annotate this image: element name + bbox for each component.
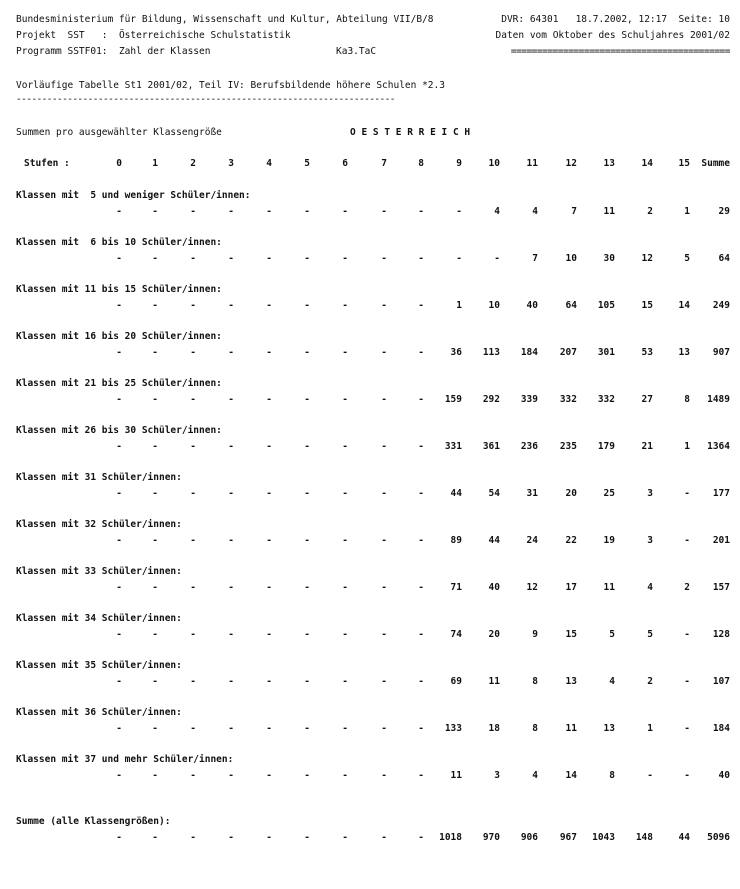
table-cell: 44 (488, 535, 500, 546)
table-cell: 44 (450, 488, 462, 499)
table-cell: 133 (444, 723, 462, 734)
table-cell: - (456, 206, 462, 217)
column-header-8: 8 (418, 158, 424, 169)
table-cell: 54 (488, 488, 500, 499)
table-cell: 177 (712, 488, 730, 499)
table-cell: - (190, 206, 196, 217)
table-cell: - (342, 300, 348, 311)
table-cell: - (266, 629, 272, 640)
table-cell: - (381, 488, 387, 499)
table-cell: 3 (647, 488, 653, 499)
table-cell: - (647, 770, 653, 781)
table-cell: - (152, 488, 158, 499)
table-cell: 301 (597, 347, 615, 358)
table-cell: - (228, 206, 234, 217)
table-cell: - (152, 441, 158, 452)
table-cell: 331 (444, 441, 462, 452)
table-cell: - (381, 206, 387, 217)
row-label: Klassen mit 6 bis 10 Schüler/innen: (16, 237, 222, 248)
title-underline: -------------------------------------------------------------------------- (16, 94, 395, 105)
table-cell: - (266, 347, 272, 358)
table-cell: - (418, 582, 424, 593)
table-cell: - (266, 206, 272, 217)
total-cell: - (266, 832, 272, 843)
table-cell: 11 (603, 582, 615, 593)
row-label: Klassen mit 34 Schüler/innen: (16, 613, 182, 624)
table-cell: - (228, 770, 234, 781)
table-cell: - (190, 582, 196, 593)
table-cell: - (116, 347, 122, 358)
total-cell: - (190, 832, 196, 843)
table-cell: - (494, 253, 500, 264)
table-cell: 40 (526, 300, 538, 311)
table-cell: - (266, 535, 272, 546)
project-line: Projekt SST : Österreichische Schulstatistik (16, 30, 291, 41)
row-label: Klassen mit 32 Schüler/innen: (16, 519, 182, 530)
table-cell: - (342, 723, 348, 734)
table-cell: 128 (712, 629, 730, 640)
table-cell: - (228, 394, 234, 405)
table-cell: - (342, 535, 348, 546)
table-cell: 13 (603, 723, 615, 734)
table-cell: - (304, 253, 310, 264)
table-cell: - (418, 535, 424, 546)
total-cell: - (304, 832, 310, 843)
table-cell: 2 (684, 582, 690, 593)
table-cell: - (381, 441, 387, 452)
table-cell: 1 (684, 206, 690, 217)
table-cell: - (152, 582, 158, 593)
table-cell: 9 (532, 629, 538, 640)
table-cell: - (418, 488, 424, 499)
table-cell: 8 (532, 723, 538, 734)
table-cell: - (190, 535, 196, 546)
table-cell: - (418, 629, 424, 640)
table-cell: - (418, 723, 424, 734)
table-cell: 19 (603, 535, 615, 546)
table-cell: - (190, 441, 196, 452)
table-cell: - (342, 347, 348, 358)
table-cell: 74 (450, 629, 462, 640)
region-label: O E S T E R R E I C H (350, 127, 471, 138)
table-cell: - (152, 535, 158, 546)
column-header-15: 15 (678, 158, 690, 169)
table-cell: 3 (494, 770, 500, 781)
table-cell: - (304, 629, 310, 640)
table-cell: 907 (712, 347, 730, 358)
total-cell: - (228, 832, 234, 843)
table-cell: 11 (565, 723, 577, 734)
table-cell: 13 (565, 676, 577, 687)
table-cell: 105 (597, 300, 615, 311)
table-cell: - (190, 629, 196, 640)
total-label: Summe (alle Klassengrößen): (16, 816, 171, 827)
table-cell: - (418, 676, 424, 687)
table-cell: - (456, 253, 462, 264)
table-cell: 25 (603, 488, 615, 499)
table-cell: - (304, 676, 310, 687)
table-cell: - (342, 206, 348, 217)
table-cell: - (190, 394, 196, 405)
table-cell: 14 (678, 300, 690, 311)
table-cell: - (342, 676, 348, 687)
row-label: Klassen mit 37 und mehr Schüler/innen: (16, 754, 234, 765)
table-cell: - (418, 770, 424, 781)
table-cell: 69 (450, 676, 462, 687)
table-cell: - (381, 253, 387, 264)
table-cell: - (304, 488, 310, 499)
table-cell: 361 (482, 441, 500, 452)
table-cell: - (152, 394, 158, 405)
table-cell: - (228, 300, 234, 311)
table-cell: - (152, 300, 158, 311)
table-cell: - (304, 206, 310, 217)
table-cell: 12 (641, 253, 653, 264)
table-cell: - (304, 535, 310, 546)
table-cell: 10 (565, 253, 577, 264)
table-cell: - (116, 441, 122, 452)
column-header-summe: Summe (701, 158, 730, 169)
table-cell: 40 (718, 770, 730, 781)
table-cell: 89 (450, 535, 462, 546)
total-cell: 148 (635, 832, 653, 843)
table-cell: - (116, 253, 122, 264)
table-cell: - (152, 347, 158, 358)
table-cell: 184 (520, 347, 538, 358)
table-cell: 24 (526, 535, 538, 546)
table-cell: 3 (647, 535, 653, 546)
table-cell: 1 (647, 723, 653, 734)
table-cell: - (304, 394, 310, 405)
table-cell: 29 (718, 206, 730, 217)
table-cell: 4 (647, 582, 653, 593)
ministry-line: Bundesministerium für Bildung, Wissenschaft und Kultur, Abteilung VII/B/8 (16, 14, 434, 25)
table-cell: - (190, 676, 196, 687)
header-rule: ========================================== (510, 46, 730, 57)
table-cell: - (190, 770, 196, 781)
table-cell: 332 (597, 394, 615, 405)
table-cell: 1364 (707, 441, 730, 452)
table-cell: 10 (488, 300, 500, 311)
table-cell: 30 (603, 253, 615, 264)
table-cell: - (684, 723, 690, 734)
total-cell: - (342, 832, 348, 843)
table-cell: - (228, 535, 234, 546)
table-cell: 12 (526, 582, 538, 593)
table-cell: 22 (565, 535, 577, 546)
table-cell: - (418, 441, 424, 452)
table-cell: 8 (684, 394, 690, 405)
table-title: Vorläufige Tabelle St1 2001/02, Teil IV: Berufsbildende höhere Schulen *2.3 (16, 80, 445, 91)
table-cell: - (418, 253, 424, 264)
table-cell: 4 (609, 676, 615, 687)
total-cell: 5096 (707, 832, 730, 843)
table-cell: 1 (684, 441, 690, 452)
table-cell: - (266, 394, 272, 405)
column-header-11: 11 (526, 158, 538, 169)
table-cell: 7 (532, 253, 538, 264)
table-cell: - (304, 582, 310, 593)
column-header-2: 2 (190, 158, 196, 169)
table-cell: 40 (488, 582, 500, 593)
table-cell: - (228, 676, 234, 687)
row-label: Klassen mit 26 bis 30 Schüler/innen: (16, 425, 222, 436)
table-cell: - (381, 394, 387, 405)
table-cell: 4 (532, 206, 538, 217)
total-cell: 906 (520, 832, 538, 843)
row-label: Klassen mit 16 bis 20 Schüler/innen: (16, 331, 222, 342)
column-header-10: 10 (488, 158, 500, 169)
table-cell: - (116, 206, 122, 217)
table-cell: - (152, 206, 158, 217)
column-header-0: 0 (116, 158, 122, 169)
table-cell: 179 (597, 441, 615, 452)
table-cell: 2 (647, 676, 653, 687)
table-cell: - (342, 488, 348, 499)
table-cell: 31 (526, 488, 538, 499)
table-cell: 4 (494, 206, 500, 217)
table-cell: - (116, 629, 122, 640)
table-cell: - (684, 629, 690, 640)
column-header-4: 4 (266, 158, 272, 169)
table-cell: - (266, 676, 272, 687)
table-cell: 249 (712, 300, 730, 311)
table-cell: - (266, 253, 272, 264)
table-cell: - (266, 723, 272, 734)
table-cell: - (116, 723, 122, 734)
table-cell: 17 (565, 582, 577, 593)
table-cell: - (342, 770, 348, 781)
table-cell: 236 (520, 441, 538, 452)
table-cell: - (116, 488, 122, 499)
table-cell: - (266, 770, 272, 781)
table-cell: - (304, 347, 310, 358)
table-cell: 4 (532, 770, 538, 781)
table-cell: - (190, 723, 196, 734)
table-cell: - (152, 629, 158, 640)
table-cell: - (152, 253, 158, 264)
table-cell: 332 (559, 394, 577, 405)
table-cell: - (684, 488, 690, 499)
table-cell: 27 (641, 394, 653, 405)
row-label: Klassen mit 33 Schüler/innen: (16, 566, 182, 577)
table-cell: - (381, 629, 387, 640)
table-cell: - (228, 253, 234, 264)
row-label: Klassen mit 35 Schüler/innen: (16, 660, 182, 671)
total-cell: 1043 (592, 832, 615, 843)
table-cell: 5 (647, 629, 653, 640)
table-cell: 21 (641, 441, 653, 452)
column-header-1: 1 (152, 158, 158, 169)
table-cell: - (266, 300, 272, 311)
table-cell: 8 (532, 676, 538, 687)
table-cell: 184 (712, 723, 730, 734)
table-cell: 14 (565, 770, 577, 781)
table-cell: - (342, 629, 348, 640)
table-cell: 157 (712, 582, 730, 593)
table-cell: 201 (712, 535, 730, 546)
table-cell: 5 (609, 629, 615, 640)
table-cell: 235 (559, 441, 577, 452)
table-cell: - (190, 253, 196, 264)
table-cell: 18 (488, 723, 500, 734)
table-cell: 53 (641, 347, 653, 358)
table-cell: 1 (456, 300, 462, 311)
table-cell: - (266, 488, 272, 499)
table-cell: - (190, 347, 196, 358)
stufen-label: Stufen : (24, 158, 70, 169)
total-cell: 1018 (439, 832, 462, 843)
total-cell: - (152, 832, 158, 843)
table-cell: - (304, 770, 310, 781)
table-cell: 64 (718, 253, 730, 264)
column-header-12: 12 (565, 158, 577, 169)
table-cell: - (116, 582, 122, 593)
table-cell: 1489 (707, 394, 730, 405)
column-header-3: 3 (228, 158, 234, 169)
table-cell: - (116, 770, 122, 781)
row-label: Klassen mit 21 bis 25 Schüler/innen: (16, 378, 222, 389)
table-cell: - (190, 300, 196, 311)
table-cell: - (381, 582, 387, 593)
table-cell: - (381, 770, 387, 781)
table-cell: 15 (565, 629, 577, 640)
table-cell: 8 (609, 770, 615, 781)
table-cell: 11 (488, 676, 500, 687)
table-cell: - (381, 347, 387, 358)
dvr-date-page: DVR: 64301 18.7.2002, 12:17 Seite: 10 (501, 14, 730, 25)
row-label: Klassen mit 11 bis 15 Schüler/innen: (16, 284, 222, 295)
program-line: Programm SSTF01: Zahl der Klassen (16, 46, 211, 57)
table-cell: - (228, 582, 234, 593)
table-cell: 64 (565, 300, 577, 311)
row-label: Klassen mit 5 und weniger Schüler/innen: (16, 190, 251, 201)
total-cell: 970 (482, 832, 500, 843)
column-header-5: 5 (304, 158, 310, 169)
table-cell: - (418, 347, 424, 358)
table-cell: 11 (603, 206, 615, 217)
table-cell: 20 (488, 629, 500, 640)
column-header-14: 14 (641, 158, 653, 169)
table-cell: 20 (565, 488, 577, 499)
table-cell: - (116, 676, 122, 687)
table-cell: 159 (444, 394, 462, 405)
table-cell: 71 (450, 582, 462, 593)
data-period: Daten vom Oktober des Schuljahres 2001/02 (495, 30, 730, 41)
table-cell: 5 (684, 253, 690, 264)
table-cell: - (342, 582, 348, 593)
table-cell: 339 (520, 394, 538, 405)
table-cell: - (304, 300, 310, 311)
table-cell: - (381, 676, 387, 687)
table-cell: 36 (450, 347, 462, 358)
table-cell: - (152, 723, 158, 734)
table-cell: 292 (482, 394, 500, 405)
table-cell: 11 (450, 770, 462, 781)
table-cell: - (228, 723, 234, 734)
table-cell: - (684, 676, 690, 687)
table-cell: - (116, 300, 122, 311)
subheading: Summen pro ausgewählter Klassengröße (16, 127, 222, 138)
table-cell: - (228, 441, 234, 452)
table-cell: - (381, 300, 387, 311)
total-cell: 967 (559, 832, 577, 843)
total-cell: - (116, 832, 122, 843)
table-cell: - (342, 441, 348, 452)
table-cell: - (418, 300, 424, 311)
column-header-9: 9 (456, 158, 462, 169)
column-header-13: 13 (603, 158, 615, 169)
table-cell: 2 (647, 206, 653, 217)
table-cell: 15 (641, 300, 653, 311)
total-cell: - (381, 832, 387, 843)
table-cell: 107 (712, 676, 730, 687)
program-code: Ka3.TaC (336, 46, 377, 57)
table-cell: - (684, 535, 690, 546)
table-cell: - (228, 347, 234, 358)
table-cell: - (342, 253, 348, 264)
table-cell: 207 (559, 347, 577, 358)
table-cell: - (381, 535, 387, 546)
total-cell: - (418, 832, 424, 843)
table-cell: - (266, 582, 272, 593)
table-cell: - (116, 394, 122, 405)
table-cell: - (304, 441, 310, 452)
table-cell: - (304, 723, 310, 734)
table-cell: - (418, 206, 424, 217)
column-header-6: 6 (342, 158, 348, 169)
table-cell: - (418, 394, 424, 405)
table-cell: - (684, 770, 690, 781)
table-cell: 13 (678, 347, 690, 358)
table-cell: 7 (571, 206, 577, 217)
column-header-7: 7 (381, 158, 387, 169)
total-cell: 44 (678, 832, 690, 843)
table-cell: - (116, 535, 122, 546)
table-cell: 113 (482, 347, 500, 358)
table-cell: - (190, 488, 196, 499)
table-cell: - (152, 770, 158, 781)
row-label: Klassen mit 36 Schüler/innen: (16, 707, 182, 718)
table-cell: - (266, 441, 272, 452)
table-cell: - (228, 488, 234, 499)
table-cell: - (342, 394, 348, 405)
row-label: Klassen mit 31 Schüler/innen: (16, 472, 182, 483)
table-cell: - (152, 676, 158, 687)
table-cell: - (228, 629, 234, 640)
table-cell: - (381, 723, 387, 734)
